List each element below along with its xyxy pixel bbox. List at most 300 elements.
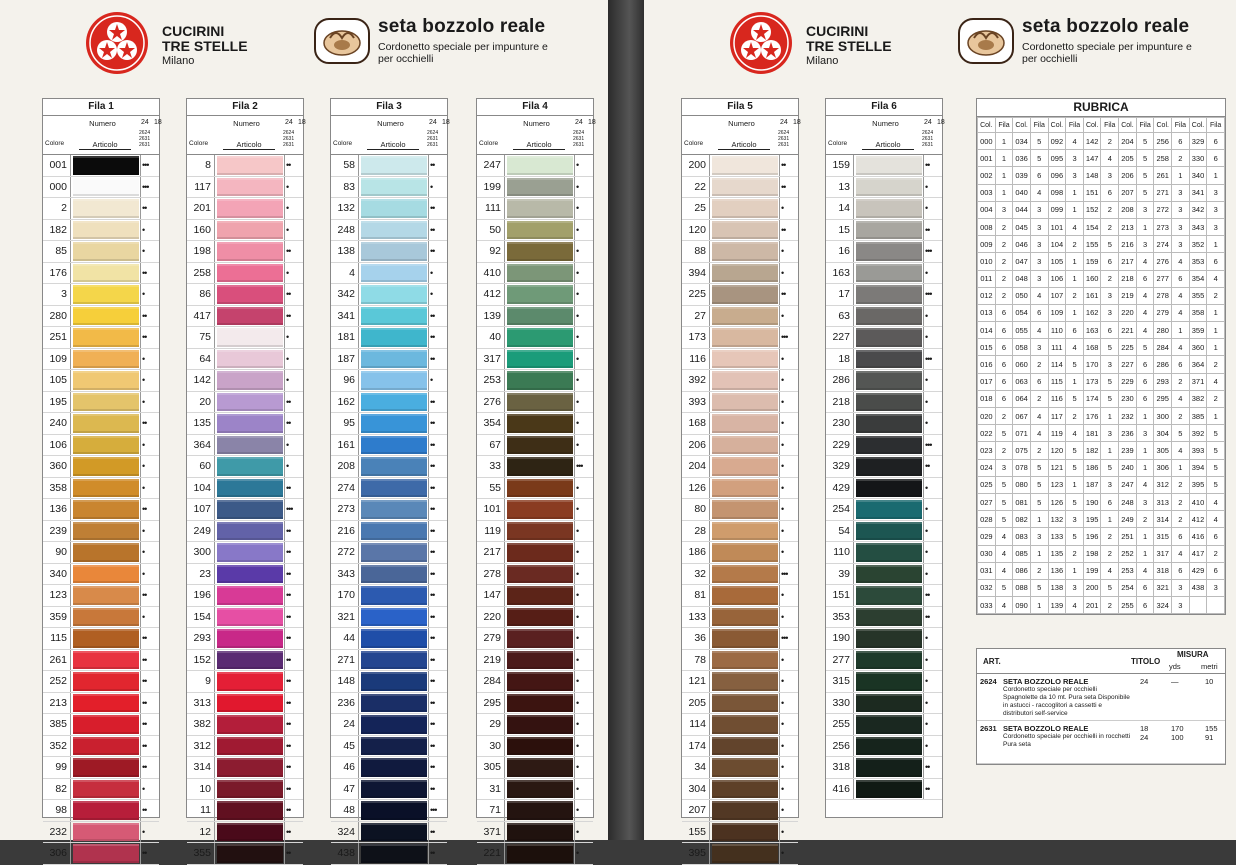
color-code: 324: [331, 822, 359, 843]
color-row: [331, 607, 447, 629]
color-row: [826, 220, 942, 242]
availability-dots: •: [140, 822, 161, 843]
rubrica-cell: 306: [1154, 459, 1172, 476]
rubrica-cell: 022: [978, 425, 996, 442]
rubrica-cell: 033: [978, 597, 996, 614]
articolo-header: Articolo: [513, 140, 565, 150]
color-code: 313: [187, 693, 215, 714]
color-row: [826, 241, 942, 263]
thread-swatch: [856, 242, 922, 261]
rubrica-cell: 121: [1048, 459, 1066, 476]
availability-dots: ••: [428, 198, 449, 219]
fila-title: Fila 6: [826, 99, 942, 116]
rubrica-cell: 055: [1013, 322, 1031, 339]
thread-swatch: [712, 328, 778, 347]
rubrica-cell: 1: [1136, 528, 1154, 545]
color-row: [43, 779, 159, 801]
silk-cocoon-icon: [958, 18, 1014, 64]
color-code: 199: [477, 177, 505, 198]
color-row: [331, 177, 447, 199]
brand-line2: TRE STELLE: [806, 38, 892, 54]
availability-dots: •: [140, 521, 161, 542]
color-row: [331, 478, 447, 500]
rubrica-cell: 067: [1013, 408, 1031, 425]
articolo-header: Articolo: [718, 140, 770, 150]
availability-dots: •: [779, 714, 800, 735]
rubrica-cell: 225: [1119, 339, 1137, 356]
rubrica-cell: 284: [1154, 339, 1172, 356]
color-row: [331, 263, 447, 285]
rubrica-cell: 199: [1083, 562, 1101, 579]
rubrica-cell: 324: [1154, 597, 1172, 614]
color-row: [682, 843, 798, 865]
article-codes-header: [573, 130, 584, 148]
color-code: 46: [331, 757, 359, 778]
rubrica-cell: 321: [1154, 579, 1172, 596]
thread-swatch: [507, 543, 573, 562]
color-row: [477, 499, 593, 521]
availability-dots: ••: [428, 585, 449, 606]
color-code: 207: [682, 800, 710, 821]
thread-swatch: [217, 801, 283, 820]
availability-dots: •: [779, 736, 800, 757]
rubrica-cell: 213: [1119, 218, 1137, 235]
rubrica-cell: 417: [1189, 545, 1207, 562]
color-row: [187, 757, 303, 779]
rubrica-cell: 256: [1154, 133, 1172, 150]
color-code: 256: [826, 736, 854, 757]
book-gutter: [608, 0, 644, 840]
availability-dots: ••: [284, 628, 305, 649]
brand-line2: TRE STELLE: [162, 38, 248, 54]
rubrica-cell: 111: [1048, 339, 1066, 356]
thread-swatch: [712, 178, 778, 197]
rubrica-cell: 1: [1207, 304, 1225, 321]
thread-swatch: [856, 586, 922, 605]
thread-swatch: [856, 737, 922, 756]
color-row: [331, 499, 447, 521]
availability-dots: •: [779, 435, 800, 456]
rubrica-cell: 2: [1207, 390, 1225, 407]
color-code: 201: [187, 198, 215, 219]
color-code: 121: [682, 671, 710, 692]
thread-swatch: [856, 479, 922, 498]
rubrica-cell: 216: [1119, 236, 1137, 253]
rubrica-cell: 1: [1172, 167, 1190, 184]
rubrica-header-cell: Col.: [978, 118, 996, 133]
color-row: [682, 693, 798, 715]
rubrica-row: [978, 493, 1225, 510]
availability-dots: •: [574, 349, 595, 370]
rubrica-cell: 218: [1119, 270, 1137, 287]
color-row: [477, 198, 593, 220]
rubrica-cell: 4: [1066, 597, 1084, 614]
color-row: [826, 499, 942, 521]
fila-header: [682, 116, 801, 155]
rubrica-cell: 2: [995, 287, 1013, 304]
color-code: 312: [187, 736, 215, 757]
thread-swatch: [712, 629, 778, 648]
rubrica-cell: 058: [1013, 339, 1031, 356]
thread-swatch: [73, 522, 139, 541]
availability-dots: •: [428, 284, 449, 305]
availability-dots: ••: [284, 822, 305, 843]
color-row: [43, 671, 159, 693]
color-row: [331, 564, 447, 586]
availability-dots: •: [574, 822, 595, 843]
color-code: 352: [43, 736, 71, 757]
color-code: 30: [477, 736, 505, 757]
availability-dots: •: [574, 628, 595, 649]
rubrica-cell: 174: [1083, 390, 1101, 407]
color-row: [682, 628, 798, 650]
thread-swatch: [856, 264, 922, 283]
rubrica-cell: 025: [978, 476, 996, 493]
thread-swatch: [217, 758, 283, 777]
thread-swatch: [856, 414, 922, 433]
rubrica-cell: 3: [1136, 201, 1154, 218]
silk-cocoon-icon: [314, 18, 370, 64]
color-row: [331, 306, 447, 328]
rubrica-cell: 4: [1172, 442, 1190, 459]
rubrica-header-cell: Fila: [1066, 118, 1084, 133]
rubrica-cell: 195: [1083, 511, 1101, 528]
rubrica-row: [978, 184, 1225, 201]
availability-dots: •: [923, 392, 944, 413]
color-row: [331, 456, 447, 478]
availability-dots: ••: [140, 757, 161, 778]
article-yds: —: [1171, 677, 1179, 686]
color-row: [826, 349, 942, 371]
color-code: 249: [187, 521, 215, 542]
rubrica-cell: 014: [978, 322, 996, 339]
thread-swatch: [73, 264, 139, 283]
col-24-header: 24: [575, 119, 583, 126]
color-code: 181: [331, 327, 359, 348]
rubrica-cell: 2: [995, 253, 1013, 270]
color-code: 3: [43, 284, 71, 305]
thread-swatch: [507, 371, 573, 390]
color-row: [682, 779, 798, 801]
thread-swatch: [73, 221, 139, 240]
rubrica-cell: 208: [1119, 201, 1137, 218]
rubrica-cell: 295: [1154, 390, 1172, 407]
thread-swatch: [73, 242, 139, 261]
availability-dots: •: [140, 542, 161, 563]
color-row: [477, 284, 593, 306]
thread-swatch: [73, 629, 139, 648]
numero-header: Numero: [728, 119, 755, 128]
availability-dots: •: [574, 671, 595, 692]
color-row: [331, 241, 447, 263]
rubrica-cell: 109: [1048, 304, 1066, 321]
thread-swatch: [712, 651, 778, 670]
color-code: 135: [187, 413, 215, 434]
color-row: [331, 542, 447, 564]
thread-swatch: [856, 500, 922, 519]
rubrica-cell: 2: [995, 236, 1013, 253]
color-code: 133: [682, 607, 710, 628]
color-row: [187, 456, 303, 478]
thread-swatch: [856, 672, 922, 691]
thread-swatch: [712, 350, 778, 369]
color-code: 204: [682, 456, 710, 477]
rubrica-cell: 6: [995, 356, 1013, 373]
rubrica-cell: 029: [978, 528, 996, 545]
color-code: 254: [826, 499, 854, 520]
color-code: 114: [682, 714, 710, 735]
availability-dots: •: [284, 370, 305, 391]
color-row: [187, 585, 303, 607]
availability-dots: •: [140, 220, 161, 241]
rubrica-cell: 252: [1119, 545, 1137, 562]
color-row: [43, 564, 159, 586]
thread-swatch: [507, 565, 573, 584]
color-code: 315: [826, 671, 854, 692]
color-code: 110: [826, 542, 854, 563]
rubrica-cell: 017: [978, 373, 996, 390]
rubrica-cell: 3: [1136, 493, 1154, 510]
rubrica-header-cell: Fila: [995, 118, 1013, 133]
color-code: 221: [477, 843, 505, 864]
color-code: 71: [477, 800, 505, 821]
thread-swatch: [361, 586, 427, 605]
color-code: 67: [477, 435, 505, 456]
color-code: 274: [331, 478, 359, 499]
color-code: 12: [187, 822, 215, 843]
articolo-header: Articolo: [79, 140, 131, 150]
rubrica-cell: 3: [1207, 201, 1225, 218]
rubrica-cell: 1: [1066, 201, 1084, 218]
thread-swatch: [73, 350, 139, 369]
cocoon-logo: [958, 18, 1014, 69]
availability-dots: •: [284, 456, 305, 477]
thread-swatch: [712, 479, 778, 498]
rubrica-cell: 5: [1136, 184, 1154, 201]
rubrica-cell: 343: [1189, 218, 1207, 235]
color-code: 410: [477, 263, 505, 284]
availability-dots: ••: [140, 263, 161, 284]
rubrica-cell: 064: [1013, 390, 1031, 407]
availability-dots: •: [574, 736, 595, 757]
color-code: 343: [331, 564, 359, 585]
availability-dots: ••: [428, 542, 449, 563]
thread-swatch: [217, 672, 283, 691]
availability-dots: ••: [428, 650, 449, 671]
fila-title: Fila 4: [477, 99, 593, 116]
rubrica-cell: 330: [1189, 150, 1207, 167]
colore-header: Colore: [828, 140, 848, 147]
color-code: 75: [187, 327, 215, 348]
rubrica-cell: 115: [1048, 373, 1066, 390]
availability-dots: ••: [923, 585, 944, 606]
rubrica-cell: 1: [1101, 442, 1119, 459]
rubrica-cell: 274: [1154, 236, 1172, 253]
thread-swatch: [507, 285, 573, 304]
rubrica-cell: 6: [1207, 528, 1225, 545]
availability-dots: •: [779, 693, 800, 714]
availability-dots: •: [574, 284, 595, 305]
rubrica-cell: 030: [978, 545, 996, 562]
colore-header: Colore: [189, 140, 209, 147]
color-code: 106: [43, 435, 71, 456]
rubrica-cell: 232: [1119, 408, 1137, 425]
color-row: [682, 392, 798, 414]
availability-dots: •: [284, 263, 305, 284]
rubrica-cell: 123: [1048, 476, 1066, 493]
thread-swatch: [712, 672, 778, 691]
rubrica-cell: 5: [1101, 339, 1119, 356]
color-code: 280: [43, 306, 71, 327]
rubrica-cell: 6: [1207, 133, 1225, 150]
rubrica-cell: 4: [1172, 545, 1190, 562]
rubrica-cell: 3: [1136, 236, 1154, 253]
rubrica-cell: 104: [1048, 236, 1066, 253]
availability-dots: •: [574, 392, 595, 413]
color-code: 354: [477, 413, 505, 434]
rubrica-cell: 6: [1030, 304, 1048, 321]
rubrica-cell: 044: [1013, 201, 1031, 218]
color-code: 232: [43, 822, 71, 843]
thread-swatch: [507, 758, 573, 777]
color-row: [331, 413, 447, 435]
color-row: [682, 456, 798, 478]
rubrica-cell: 5: [1101, 579, 1119, 596]
color-row: [331, 843, 447, 865]
rubrica-cell: 314: [1154, 511, 1172, 528]
color-code: 248: [331, 220, 359, 241]
availability-dots: •: [779, 198, 800, 219]
color-code: 132: [331, 198, 359, 219]
articolo-header: Articolo: [367, 140, 419, 150]
color-row: [826, 585, 942, 607]
availability-dots: ••: [140, 327, 161, 348]
availability-dots: •: [923, 736, 944, 757]
color-row: [477, 736, 593, 758]
rubrica-cell: 050: [1013, 287, 1031, 304]
color-row: [826, 714, 942, 736]
color-row: [331, 736, 447, 758]
thread-swatch: [217, 178, 283, 197]
rubrica-cell: 4: [1207, 511, 1225, 528]
color-code: 29: [477, 714, 505, 735]
color-row: [682, 263, 798, 285]
color-row: [826, 435, 942, 457]
rubrica-cell: 1: [1207, 408, 1225, 425]
availability-dots: •: [779, 671, 800, 692]
availability-dots: ••: [140, 800, 161, 821]
color-code: 99: [43, 757, 71, 778]
article-code: 2624: [778, 130, 790, 136]
color-row: [43, 306, 159, 328]
availability-dots: ••: [140, 671, 161, 692]
rubrica-cell: 168: [1083, 339, 1101, 356]
availability-dots: ••: [284, 800, 305, 821]
rubrica-cell: 2: [1066, 545, 1084, 562]
col-24-header: 24: [141, 119, 149, 126]
availability-dots: •: [140, 607, 161, 628]
colore-header: Colore: [45, 140, 65, 147]
rubrica-cell: 004: [978, 201, 996, 218]
thread-swatch: [856, 350, 922, 369]
rubrica-cell: 5: [1030, 150, 1048, 167]
color-row: [187, 177, 303, 199]
rubrica-cell: 085: [1013, 545, 1031, 562]
color-code: 306: [43, 843, 71, 864]
availability-dots: •: [574, 370, 595, 391]
rubrica-cell: 5: [1066, 442, 1084, 459]
rubrica-cell: 1: [995, 150, 1013, 167]
thread-swatch: [856, 436, 922, 455]
rubrica-cell: 1: [1207, 322, 1225, 339]
color-row: [826, 542, 942, 564]
color-row: [187, 607, 303, 629]
art-header: ART.: [983, 657, 1001, 666]
tre-stelle-logo: [728, 10, 794, 81]
rubrica-cell: 5: [1136, 150, 1154, 167]
color-code: 64: [187, 349, 215, 370]
color-code: 321: [331, 607, 359, 628]
color-row: [477, 327, 593, 349]
thread-swatch: [217, 393, 283, 412]
rubrica-cell: 5: [995, 476, 1013, 493]
color-row: [477, 478, 593, 500]
color-row: [43, 435, 159, 457]
rubrica-cell: 2: [1066, 236, 1084, 253]
availability-dots: •: [923, 693, 944, 714]
color-row: [43, 499, 159, 521]
thread-swatch: [73, 178, 139, 197]
rubrica-row: [978, 236, 1225, 253]
thread-swatch: [856, 758, 922, 777]
availability-dots: •: [779, 607, 800, 628]
color-code: 353: [826, 607, 854, 628]
rubrica-cell: 135: [1048, 545, 1066, 562]
color-row: [826, 155, 942, 177]
rubrica-row: [978, 133, 1225, 150]
numero-header: Numero: [233, 119, 260, 128]
article-codes-header: [922, 130, 933, 148]
rubrica-cell: 187: [1083, 476, 1101, 493]
thread-swatch: [73, 543, 139, 562]
rubrica-cell: 5: [1030, 133, 1048, 150]
article-description: Cordonetto speciale per occhielli Spagnolette da 10 mt. Pura seta Disponibile in astucci - raccoglitori a cassetti e distributori self-service: [1003, 686, 1130, 717]
thread-swatch: [507, 264, 573, 283]
fila-header: [43, 116, 162, 155]
color-code: 16: [826, 241, 854, 262]
rubrica-cell: 4: [1172, 390, 1190, 407]
color-code: 205: [682, 693, 710, 714]
rubrica-row: [978, 150, 1225, 167]
color-code: 304: [682, 779, 710, 800]
color-code: 47: [331, 779, 359, 800]
thread-swatch: [361, 479, 427, 498]
color-code: 45: [331, 736, 359, 757]
rubrica-cell: 105: [1048, 253, 1066, 270]
rubrica-cell: 2: [995, 218, 1013, 235]
rubrica-cell: 6: [1207, 150, 1225, 167]
color-code: 31: [477, 779, 505, 800]
rubrica-cell: 277: [1154, 270, 1172, 287]
thread-swatch: [217, 221, 283, 240]
rubrica-cell: [1189, 597, 1207, 614]
color-row: [331, 198, 447, 220]
availability-dots: ••: [428, 499, 449, 520]
color-code: 120: [682, 220, 710, 241]
thread-swatch: [73, 500, 139, 519]
thread-swatch: [217, 737, 283, 756]
rubrica-cell: 182: [1083, 442, 1101, 459]
